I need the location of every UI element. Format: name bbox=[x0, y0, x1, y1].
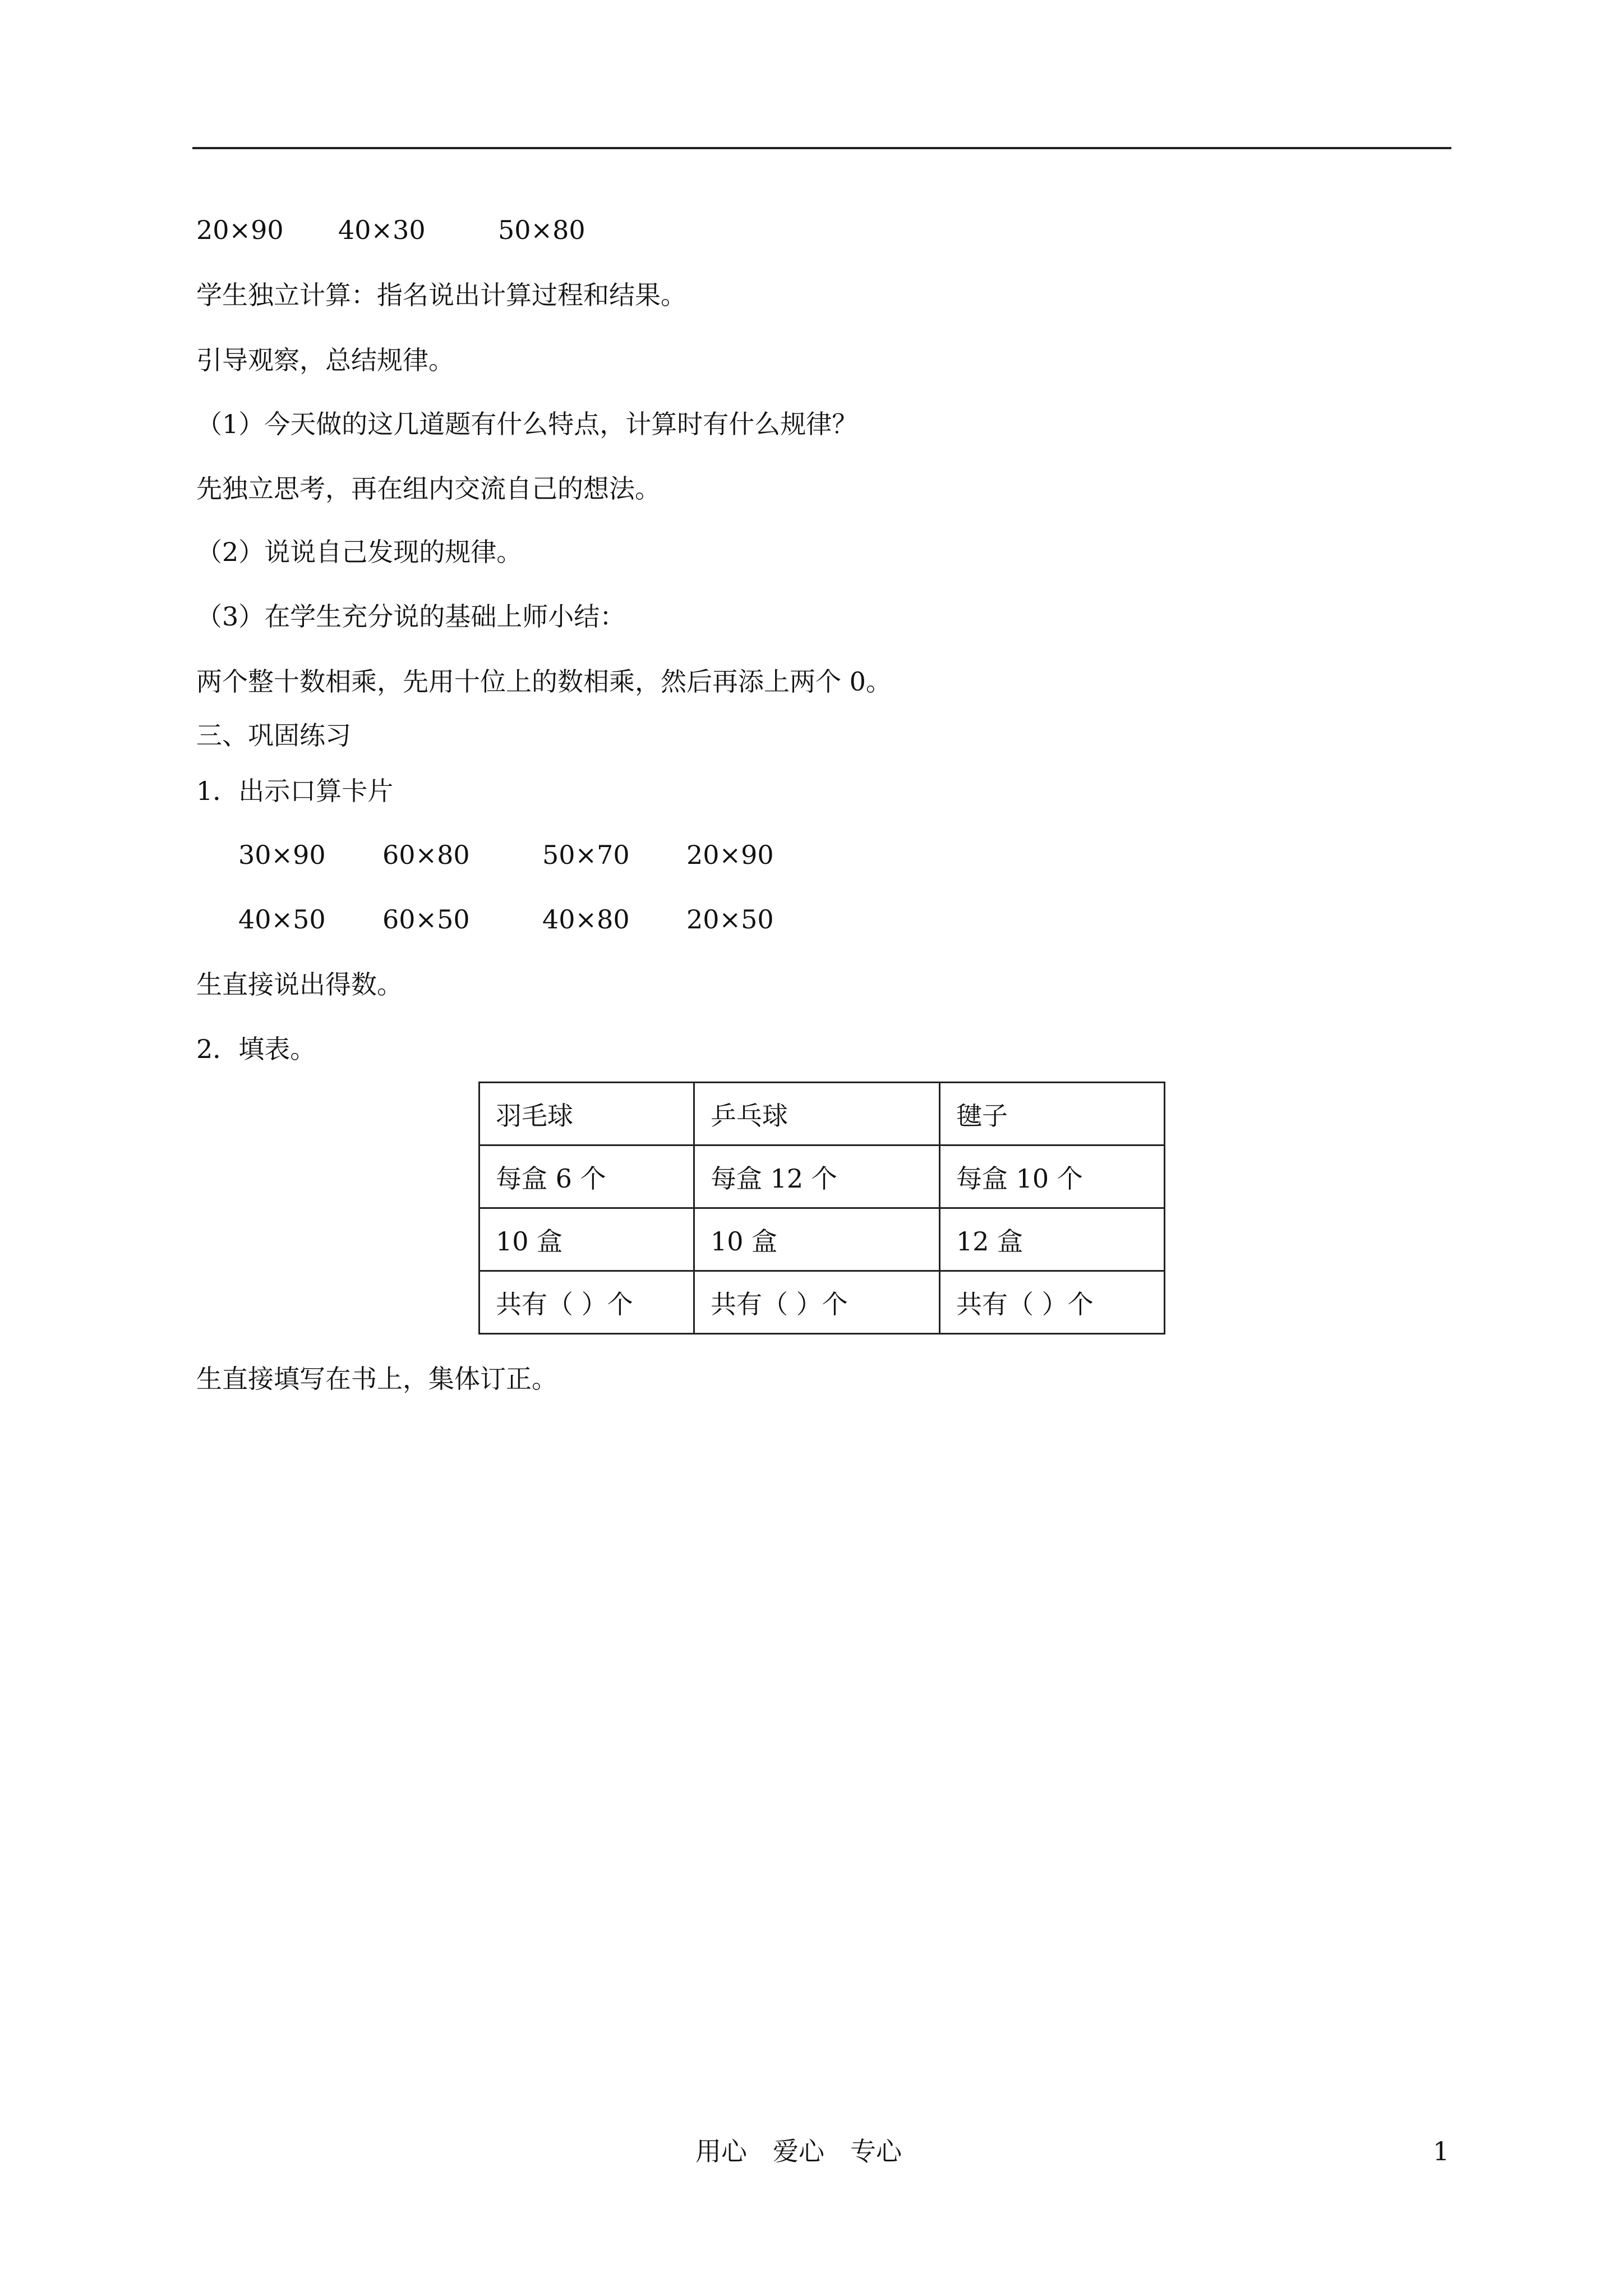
card-expression: 40×50 bbox=[238, 904, 326, 935]
paragraph-fill-and-correct: 生直接填写在书上，集体订正。 bbox=[196, 1364, 557, 1394]
header-rule bbox=[192, 147, 1451, 149]
paragraph-independent-calc: 学生独立计算：指名说出计算过程和结果。 bbox=[196, 280, 686, 310]
card-expression: 40×80 bbox=[542, 904, 630, 935]
table-row bbox=[479, 1083, 1165, 1145]
item-1-heading: 1．出示口算卡片 bbox=[196, 776, 394, 806]
card-expression: 60×80 bbox=[382, 840, 470, 870]
page-number: 1 bbox=[1433, 2136, 1450, 2166]
table-cell: 每盒 6 个 bbox=[479, 1145, 694, 1208]
table-cell: 共有（ ）个 bbox=[694, 1271, 940, 1334]
table-cell: 12 盒 bbox=[940, 1208, 1165, 1271]
table-cell: 羽毛球 bbox=[479, 1083, 694, 1145]
paragraph-think: 先独立思考，再在组内交流自己的想法。 bbox=[196, 473, 661, 504]
question-2: （2）说说自己发现的规律。 bbox=[196, 537, 523, 567]
table-cell: 10 盒 bbox=[479, 1208, 694, 1271]
card-expression: 50×70 bbox=[542, 840, 630, 870]
table-cell: 共有（ ）个 bbox=[479, 1271, 694, 1334]
card-expression: 30×90 bbox=[238, 840, 326, 870]
paragraph-say-answers: 生直接说出得数。 bbox=[196, 969, 403, 1000]
fill-in-table bbox=[478, 1082, 1165, 1335]
example-expression-3: 50×80 bbox=[498, 215, 585, 245]
table-row bbox=[479, 1271, 1165, 1334]
card-expression: 20×90 bbox=[686, 840, 774, 870]
card-expression: 60×50 bbox=[382, 904, 470, 935]
table-cell: 10 盒 bbox=[694, 1208, 940, 1271]
example-expression-2: 40×30 bbox=[338, 215, 426, 245]
table-cell: 每盒 12 个 bbox=[694, 1145, 940, 1208]
question-1: （1）今天做的这几道题有什么特点，计算时有什么规律？ bbox=[196, 409, 858, 439]
table-row bbox=[479, 1208, 1165, 1271]
question-3: （3）在学生充分说的基础上师小结： bbox=[196, 601, 626, 632]
paragraph-rule-summary: 两个整十数相乘，先用十位上的数相乘，然后再添上两个 0。 bbox=[196, 666, 892, 697]
table-cell: 共有（ ）个 bbox=[940, 1271, 1165, 1334]
footer-motto: 用心 爱心 专心 bbox=[695, 2136, 902, 2166]
table-cell: 毽子 bbox=[940, 1083, 1165, 1145]
table-cell: 每盒 10 个 bbox=[940, 1145, 1165, 1208]
table-row bbox=[479, 1145, 1165, 1208]
table-cell: 乒乓球 bbox=[694, 1083, 940, 1145]
section-heading-practice: 三、巩固练习 bbox=[196, 720, 351, 751]
card-expression: 20×50 bbox=[686, 904, 774, 935]
example-expression-1: 20×90 bbox=[196, 215, 284, 245]
item-2-heading: 2．填表。 bbox=[196, 1034, 316, 1064]
paragraph-observe: 引导观察，总结规律。 bbox=[196, 345, 454, 375]
